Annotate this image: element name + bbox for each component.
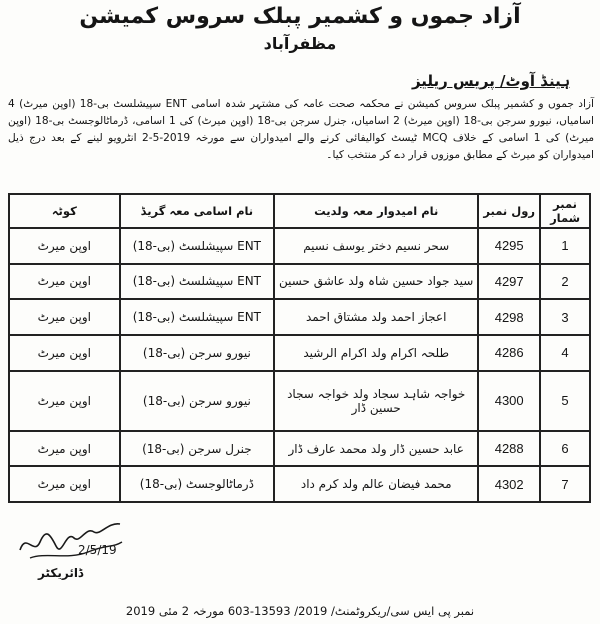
commission-title: آزاد جموں و کشمیر پبلک سروس کمیشن xyxy=(79,4,521,29)
row-quota: اوپن میرٹ xyxy=(9,335,120,371)
row-roll: 4298 xyxy=(478,299,540,335)
row-roll: 4302 xyxy=(478,466,540,502)
director-signature xyxy=(16,512,126,564)
row-quota: اوپن میرٹ xyxy=(9,431,120,467)
signature-date: 2/5/19 xyxy=(78,543,117,557)
row-name: سحر نسیم دختر یوسف نسیم xyxy=(274,228,478,264)
table-row xyxy=(9,335,590,371)
row-name: محمد فیضان عالم ولد کرم داد xyxy=(274,466,478,502)
row-post: ENT سپیشلسٹ (بی-18) xyxy=(120,299,275,335)
results-table xyxy=(8,193,591,503)
row-roll: 4297 xyxy=(478,264,540,300)
row-sn: 7 xyxy=(540,466,590,502)
header-name: نام امیدوار معہ ولدیت xyxy=(274,194,478,228)
row-post: نیورو سرجن (بی-18) xyxy=(120,371,275,431)
row-name: عابد حسین ڈار ولد محمد عارف ڈار xyxy=(274,431,478,467)
row-post: جنرل سرجن (بی-18) xyxy=(120,431,275,467)
director-designation: ڈائریکٹر xyxy=(38,566,84,580)
row-post: ENT سپیشلسٹ (بی-18) xyxy=(120,228,275,264)
row-sn: 2 xyxy=(540,264,590,300)
intro-paragraph: آزاد جموں و کشمیر پبلک سروس کمیشن نے محکمہ صحت عامہ کی مشتہر شدہ اسامی ENT سپیشلسٹ بی-18 (اوپن میرٹ) 4 اسامیاں، نیورو سرجن بی-18 (اوپن میرٹ) 2 اسامیاں، جنرل سرجن بی-18 (اوپن میرٹ) کی 1 اسامی، ڈرماٹالوجسٹ بی-18 (اوپن میرٹ) کی 1 اسامی کے خلاف MCQ ٹیسٹ کوالیفائی کرنے والے امیدواران سے مورخہ 2019-5-2 انٹرویو لینے کے بعد درج ذیل امیدواران کو میرٹ کے مطابق موزوں قرار دے کر منتخب کیا۔ xyxy=(8,98,595,161)
table-row xyxy=(9,299,590,335)
row-quota: اوپن میرٹ xyxy=(9,228,120,264)
row-quota: اوپن میرٹ xyxy=(9,371,120,431)
row-sn: 6 xyxy=(540,431,590,467)
table-row xyxy=(9,371,590,431)
row-roll: 4288 xyxy=(478,431,540,467)
row-quota: اوپن میرٹ xyxy=(9,299,120,335)
table-header-row xyxy=(9,194,590,228)
row-post: نیورو سرجن (بی-18) xyxy=(120,335,275,371)
row-roll: 4295 xyxy=(478,228,540,264)
row-name: اعجاز احمد ولد مشتاق احمد xyxy=(274,299,478,335)
row-post: ENT سپیشلسٹ (بی-18) xyxy=(120,264,275,300)
press-release-heading: ہینڈ آوٹ/ پریس ریلیز xyxy=(411,72,570,90)
row-sn: 1 xyxy=(540,228,590,264)
table-row xyxy=(9,264,590,300)
row-post: ڈرماٹالوجسٹ (بی-18) xyxy=(120,466,275,502)
table-row xyxy=(9,466,590,502)
reference-footer: نمبر پی ایس سی/ریکروٹمنٹ/ 2019/ 13593-603 مورخہ 2 مئی 2019 xyxy=(125,604,475,618)
row-roll: 4300 xyxy=(478,371,540,431)
row-name: سید جواد حسین شاہ ولد عاشق حسین xyxy=(274,264,478,300)
row-roll: 4286 xyxy=(478,335,540,371)
row-sn: 3 xyxy=(540,299,590,335)
header-sn: نمبر شمار xyxy=(540,194,590,228)
row-name: طلحہ اکرام ولد اکرام الرشید xyxy=(274,335,478,371)
header-quota: کوٹہ xyxy=(9,194,120,228)
row-quota: اوپن میرٹ xyxy=(9,466,120,502)
city-subtitle: مظفرآباد xyxy=(263,34,337,53)
row-sn: 4 xyxy=(540,335,590,371)
table-row xyxy=(9,228,590,264)
header-post: نام اسامی معہ گریڈ xyxy=(120,194,275,228)
row-quota: اوپن میرٹ xyxy=(9,264,120,300)
table-row xyxy=(9,431,590,467)
header-roll: رول نمبر xyxy=(478,194,540,228)
row-name: خواجہ شاہد سجاد ولد خواجہ سجاد حسین ڈار xyxy=(274,371,478,431)
row-sn: 5 xyxy=(540,371,590,431)
